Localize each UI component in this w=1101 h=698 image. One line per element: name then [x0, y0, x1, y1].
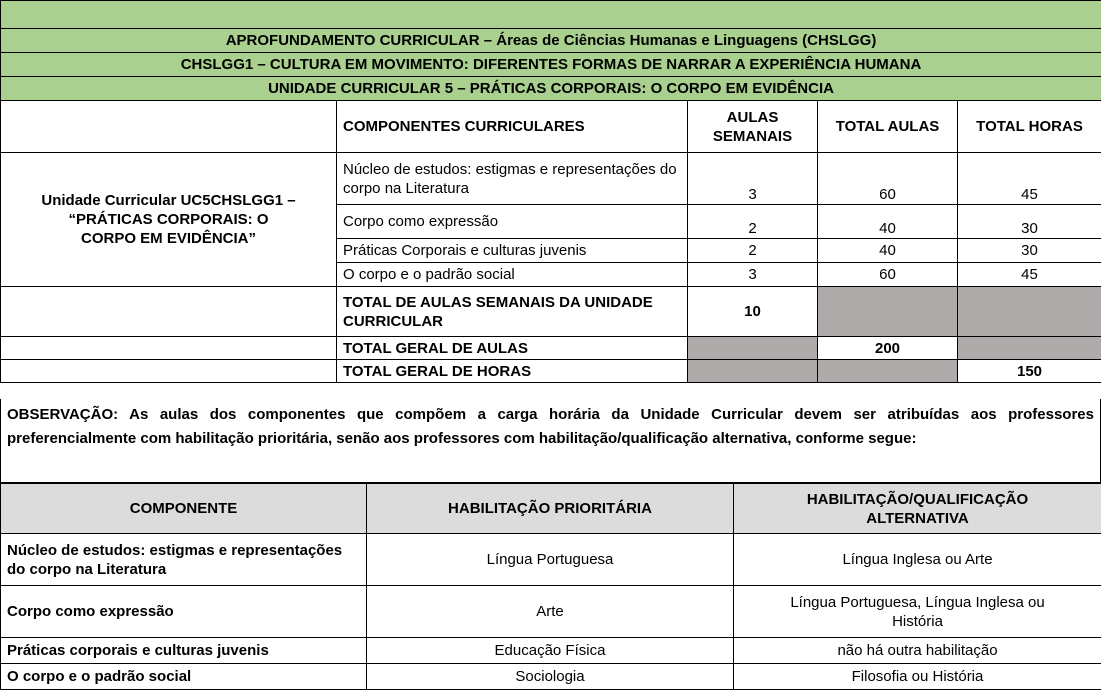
table-row [1, 534, 1101, 586]
col-header-componentes: COMPONENTES CURRICULARES [337, 101, 688, 153]
observation-text: OBSERVAÇÃO: As aulas dos componentes que compõem a carga horária da Unidade Curricular devem ser atribuídas aos professores preferencialmente com habilitação prioritária, senão aos professores com habilitação/qualificação alternativa, conforme segue: [7, 406, 1094, 447]
alternativa-cell: Filosofia ou História [734, 664, 1101, 690]
col-header-total-horas: TOTAL HORAS [958, 101, 1101, 153]
table-subtitle: CHSLGG1 – CULTURA EM MOVIMENTO: DIFERENTES FORMAS DE NARRAR A EXPERIÊNCIA HUMANA [1, 53, 1101, 77]
prioritaria-cell: Educação Física [367, 638, 734, 664]
total-horas-label: TOTAL GERAL DE HORAS [337, 360, 688, 383]
total-aulas-label: TOTAL GERAL DE AULAS [337, 337, 688, 360]
total-aulas: 60 [818, 263, 958, 287]
aulas-semanais: 2 [688, 239, 818, 263]
total-aulas: 40 [818, 205, 958, 239]
total-horas: 45 [958, 263, 1101, 287]
column-header-row [1, 101, 1101, 153]
table-row [1, 586, 1101, 638]
total-aulas-value: 200 [818, 337, 958, 360]
table-row [1, 664, 1101, 690]
unit-label: Unidade Curricular UC5CHSLGG1 – “PRÁTICAS CORPORAIS: O CORPO EM EVIDÊNCIA” [1, 153, 337, 287]
observation-block [0, 399, 1101, 483]
componente-cell: Corpo como expressão [1, 586, 367, 638]
component-name: Práticas Corporais e culturas juvenis [337, 239, 688, 263]
total-semanais-row [1, 287, 1101, 337]
component-name: Corpo como expressão [337, 205, 688, 239]
top-green-bar [1, 1, 1101, 29]
aulas-semanais: 3 [688, 263, 818, 287]
component-name: O corpo e o padrão social [337, 263, 688, 287]
col-header-prioritaria: HABILITAÇÃO PRIORITÁRIA [367, 484, 734, 534]
total-semanais-label: TOTAL DE AULAS SEMANAIS DA UNIDADE CURRICULAR [337, 287, 688, 337]
habilitacao-table [0, 483, 1101, 690]
total-horas-row [1, 360, 1101, 383]
habilitacao-header-row [1, 484, 1101, 534]
total-aulas-row [1, 337, 1101, 360]
col-header-componente: COMPONENTE [1, 484, 367, 534]
unit-title: UNIDADE CURRICULAR 5 – PRÁTICAS CORPORAIS: O CORPO EM EVIDÊNCIA [1, 77, 1101, 101]
aulas-semanais: 3 [688, 153, 818, 205]
aulas-semanais: 2 [688, 205, 818, 239]
alternativa-cell: Língua Inglesa ou Arte [734, 534, 1101, 586]
total-semanais-value: 10 [688, 287, 818, 337]
prioritaria-cell: Arte [367, 586, 734, 638]
total-aulas: 60 [818, 153, 958, 205]
total-horas: 30 [958, 239, 1101, 263]
title-row [1, 29, 1101, 53]
subtitle-row [1, 53, 1101, 77]
componente-cell: O corpo e o padrão social [1, 664, 367, 690]
unit-row [1, 77, 1101, 101]
prioritaria-cell: Língua Portuguesa [367, 534, 734, 586]
table-title: APROFUNDAMENTO CURRICULAR – Áreas de Ciências Humanas e Linguagens (CHSLGG) [1, 29, 1101, 53]
col-header-total-aulas: TOTAL AULAS [818, 101, 958, 153]
col-header-aulas-semanais: AULAS SEMANAIS [688, 101, 818, 153]
table-row [1, 638, 1101, 664]
alternativa-cell: não há outra habilitação [734, 638, 1101, 664]
total-horas-value: 150 [958, 360, 1101, 383]
component-name: Núcleo de estudos: estigmas e representações do corpo na Literatura [337, 153, 688, 205]
componente-cell: Práticas corporais e culturas juvenis [1, 638, 367, 664]
total-horas: 45 [958, 153, 1101, 205]
col-header-alternativa: HABILITAÇÃO/QUALIFICAÇÃO ALTERNATIVA [734, 484, 1101, 534]
componente-cell: Núcleo de estudos: estigmas e representações do corpo na Literatura [1, 534, 367, 586]
table-row [1, 153, 1101, 205]
alternativa-cell: Língua Portuguesa, Língua Inglesa ou História [734, 586, 1101, 638]
prioritaria-cell: Sociologia [367, 664, 734, 690]
total-horas: 30 [958, 205, 1101, 239]
total-aulas: 40 [818, 239, 958, 263]
